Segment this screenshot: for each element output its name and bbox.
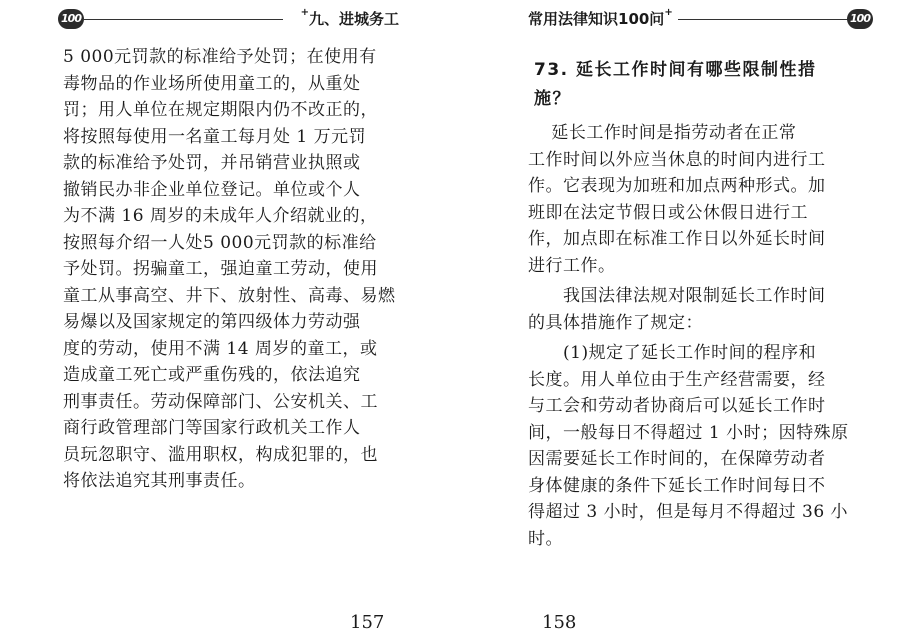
text-line: 长度。用人单位由于生产经营需要，经 [528, 369, 826, 390]
question-heading [534, 56, 860, 114]
text-line: 作。它表现为加班和加点两种形式。加 [528, 176, 826, 196]
text-line: 度的劳动，使用不满 14 周岁的童工，或 [63, 338, 378, 359]
text-line: 造成童工死亡或严重伤残的，依法追究 [63, 365, 361, 385]
question-line: 施？ [534, 89, 571, 109]
text-line: 按照每介绍一人处5 000元罚款的标准给 [63, 232, 377, 253]
text-line: 工作时间以外应当休息的时间内进行工 [528, 149, 826, 170]
text-line: 商行政管理部门等国家行政机关工作人 [63, 418, 361, 438]
text-line: 的具体措施作了规定： [528, 312, 703, 333]
text-line: 作，加点即在标准工作日以外延长时间 [528, 229, 826, 249]
text-line: 我国法律法规对限制延长工作时间 [528, 286, 826, 306]
left-body-text [63, 44, 409, 495]
text-line: 班即在法定节假日或公休假日进行工 [528, 202, 808, 223]
right-body-text [528, 120, 868, 552]
book-title [528, 8, 677, 30]
text-line: 时。 [528, 528, 563, 549]
chapter-title-text: 九、进城务工 [308, 10, 399, 28]
left-page-header [58, 8, 403, 30]
book-title-text: 常用法律知识100问 [528, 10, 665, 28]
header-plus-mark: + [300, 7, 309, 18]
header-plus-mark: + [664, 7, 673, 18]
header-rule [84, 19, 283, 20]
text-line: 撤销民办非企业单位登记。单位或个人 [63, 179, 361, 200]
text-line: 进行工作。 [528, 255, 616, 276]
text-line: 延长工作时间是指劳动者在正常 [528, 123, 797, 143]
question-line: 73. 延长工作时间有哪些限制性措 [534, 60, 817, 80]
text-line: 款的标准给予处罚，并吊销营业执照或 [63, 153, 361, 173]
text-line: 与工会和劳动者协商后可以延长工作时 [528, 396, 826, 416]
text-line: 得超过 3 小时，但是每月不得超过 36 小 [528, 502, 849, 522]
right-page [462, 0, 924, 640]
text-line: 童工从事高空、井下、放射性、高毒、易燃 [63, 285, 396, 306]
text-line: 将按照每使用一名童工每月处 1 万元罚 [63, 126, 367, 147]
text-line: 间，一般每日不得超过 1 小时；因特殊原 [528, 422, 849, 443]
page-number: 157 [350, 612, 385, 633]
text-line: 毒物品的作业场所使用童工的，从重处 [63, 73, 361, 94]
text-line: 将依法追究其刑事责任。 [63, 471, 256, 491]
book-badge: 100 [847, 9, 873, 29]
text-line: 予处罚。拐骗童工，强迫童工劳动，使用 [63, 259, 378, 279]
page-number: 158 [542, 612, 577, 633]
text-line: 5 000元罚款的标准给予处罚；在使用有 [63, 47, 377, 67]
text-line: 因需要延长工作时间的，在保障劳动者 [528, 449, 826, 469]
text-line: 刑事责任。劳动保障部门、公安机关、工 [63, 391, 378, 412]
text-line: 员玩忽职守、滥用职权，构成犯罪的，也 [63, 444, 378, 465]
header-rule [678, 19, 849, 20]
right-page-header [528, 8, 873, 30]
text-line: 罚；用人单位在规定期限内仍不改正的， [63, 100, 378, 120]
chapter-title [297, 8, 403, 30]
text-line: 身体健康的条件下延长工作时间每日不 [528, 475, 826, 496]
text-line: 为不满 16 周岁的未成年人介绍就业的， [63, 206, 378, 226]
book-badge: 100 [58, 9, 84, 29]
text-line: (1)规定了延长工作时间的程序和 [528, 343, 817, 363]
text-line: 易爆以及国家规定的第四级体力劳动强 [63, 312, 361, 332]
